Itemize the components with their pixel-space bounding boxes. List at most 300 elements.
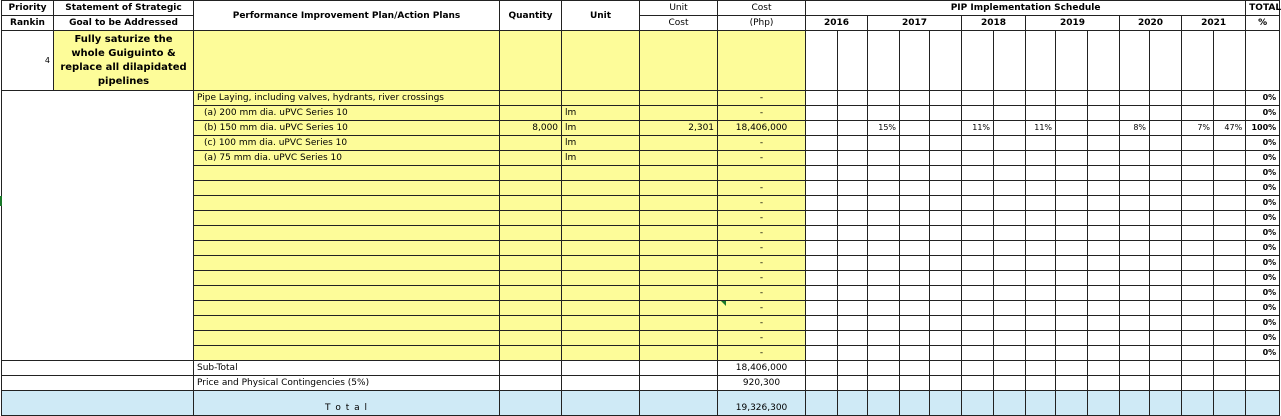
schedule-cell[interactable]	[962, 226, 994, 241]
footer-schedule-cell[interactable]	[1214, 391, 1246, 416]
schedule-cell[interactable]	[838, 211, 868, 226]
unit-cell[interactable]	[562, 181, 640, 196]
goal-sched-cell[interactable]	[868, 31, 900, 91]
footer-schedule-cell[interactable]	[1214, 361, 1246, 376]
goal-qty-cell[interactable]	[500, 31, 562, 91]
footer-schedule-cell[interactable]	[1182, 376, 1214, 391]
schedule-cell[interactable]	[1150, 151, 1182, 166]
total-percent-cell[interactable]: 0%	[1246, 91, 1280, 106]
schedule-cell[interactable]	[1056, 346, 1088, 361]
schedule-cell[interactable]	[806, 151, 838, 166]
schedule-cell[interactable]	[838, 346, 868, 361]
schedule-cell[interactable]	[1214, 241, 1246, 256]
schedule-cell[interactable]	[1150, 211, 1182, 226]
schedule-cell[interactable]	[1056, 301, 1088, 316]
schedule-cell[interactable]	[962, 256, 994, 271]
schedule-cell[interactable]	[1120, 286, 1150, 301]
schedule-cell[interactable]	[994, 301, 1026, 316]
schedule-cell[interactable]	[994, 271, 1026, 286]
schedule-cell[interactable]	[1182, 271, 1214, 286]
schedule-cell[interactable]	[900, 151, 930, 166]
total-percent-cell[interactable]: 0%	[1246, 166, 1280, 181]
schedule-cell[interactable]	[1056, 271, 1088, 286]
schedule-cell[interactable]	[1026, 91, 1056, 106]
unit-cell[interactable]	[562, 331, 640, 346]
schedule-cell[interactable]	[868, 301, 900, 316]
schedule-cell[interactable]	[900, 331, 930, 346]
header-priority-2[interactable]: Rankin	[2, 16, 54, 31]
schedule-cell[interactable]	[900, 166, 930, 181]
goal-sched-cell[interactable]	[838, 31, 868, 91]
cost-cell[interactable]: -	[718, 316, 806, 331]
schedule-cell[interactable]	[806, 181, 838, 196]
footer-schedule-cell[interactable]	[1088, 376, 1120, 391]
total-percent-cell[interactable]: 0%	[1246, 181, 1280, 196]
quantity-cell[interactable]	[500, 301, 562, 316]
schedule-cell[interactable]	[1150, 136, 1182, 151]
schedule-cell[interactable]	[806, 166, 838, 181]
schedule-cell[interactable]	[806, 106, 838, 121]
goal-sched-cell[interactable]	[1214, 31, 1246, 91]
footer-schedule-cell[interactable]	[1056, 376, 1088, 391]
schedule-cell[interactable]	[868, 256, 900, 271]
schedule-cell[interactable]	[1214, 136, 1246, 151]
schedule-cell[interactable]	[1088, 91, 1120, 106]
cost-cell[interactable]: -	[718, 346, 806, 361]
schedule-cell[interactable]	[930, 181, 962, 196]
schedule-cell[interactable]	[900, 346, 930, 361]
footer-schedule-cell[interactable]	[1026, 361, 1056, 376]
plan-cell[interactable]	[194, 271, 500, 286]
schedule-cell[interactable]	[1120, 106, 1150, 121]
footer-schedule-cell[interactable]	[1026, 391, 1056, 416]
footer-schedule-cell[interactable]	[994, 376, 1026, 391]
schedule-cell[interactable]	[868, 331, 900, 346]
schedule-cell[interactable]	[962, 331, 994, 346]
footer-schedule-cell[interactable]	[1150, 361, 1182, 376]
schedule-cell[interactable]	[1120, 166, 1150, 181]
total-percent-cell[interactable]: 0%	[1246, 331, 1280, 346]
unit-cost-cell[interactable]	[640, 346, 718, 361]
schedule-cell[interactable]	[900, 241, 930, 256]
goal-sched-cell[interactable]	[1056, 31, 1088, 91]
header-total-2[interactable]: %	[1246, 16, 1280, 31]
schedule-cell[interactable]	[900, 121, 930, 136]
schedule-cell[interactable]	[838, 241, 868, 256]
footer-label-cell[interactable]: Price and Physical Contingencies (5%)	[194, 376, 500, 391]
schedule-cell[interactable]	[868, 166, 900, 181]
header-schedule[interactable]: PIP Implementation Schedule	[806, 1, 1246, 16]
plan-cell[interactable]	[194, 331, 500, 346]
schedule-cell[interactable]	[1056, 196, 1088, 211]
schedule-cell[interactable]	[838, 256, 868, 271]
schedule-cell[interactable]	[930, 91, 962, 106]
unit-cell[interactable]	[562, 241, 640, 256]
footer-schedule-cell[interactable]	[1120, 391, 1150, 416]
unit-cell[interactable]	[562, 166, 640, 181]
schedule-cell[interactable]	[1056, 316, 1088, 331]
schedule-cell[interactable]	[900, 286, 930, 301]
schedule-cell[interactable]	[994, 121, 1026, 136]
total-percent-cell[interactable]: 0%	[1246, 301, 1280, 316]
schedule-cell[interactable]	[1214, 151, 1246, 166]
quantity-cell[interactable]	[500, 346, 562, 361]
schedule-cell[interactable]	[1214, 271, 1246, 286]
schedule-cell[interactable]	[1088, 271, 1120, 286]
footer-unit-cell[interactable]	[562, 376, 640, 391]
schedule-cell[interactable]	[838, 316, 868, 331]
footer-schedule-cell[interactable]	[1246, 376, 1280, 391]
schedule-cell[interactable]	[1088, 151, 1120, 166]
schedule-cell[interactable]	[1182, 346, 1214, 361]
schedule-cell[interactable]	[806, 286, 838, 301]
footer-schedule-cell[interactable]	[1120, 361, 1150, 376]
schedule-cell[interactable]	[1026, 166, 1056, 181]
unit-cost-cell[interactable]	[640, 106, 718, 121]
footer-unit-cell[interactable]	[562, 361, 640, 376]
schedule-cell[interactable]	[1088, 331, 1120, 346]
schedule-cell[interactable]	[1088, 301, 1120, 316]
schedule-cell[interactable]	[1056, 151, 1088, 166]
schedule-cell[interactable]	[1150, 316, 1182, 331]
cost-cell[interactable]: -	[718, 226, 806, 241]
schedule-cell[interactable]	[1182, 286, 1214, 301]
schedule-cell[interactable]	[1088, 286, 1120, 301]
schedule-cell[interactable]	[1026, 106, 1056, 121]
schedule-cell[interactable]	[1026, 181, 1056, 196]
schedule-cell[interactable]	[1150, 166, 1182, 181]
plan-cell[interactable]	[194, 226, 500, 241]
header-unit[interactable]: Unit	[562, 1, 640, 31]
footer-qty-cell[interactable]	[500, 376, 562, 391]
footer-cost-cell[interactable]: 920,300	[718, 376, 806, 391]
schedule-cell[interactable]	[868, 136, 900, 151]
plan-cell[interactable]: (b) 150 mm dia. uPVC Series 10	[194, 121, 500, 136]
schedule-cell[interactable]	[1120, 196, 1150, 211]
goal-sched-cell[interactable]	[900, 31, 930, 91]
schedule-cell[interactable]	[1182, 256, 1214, 271]
schedule-cell[interactable]	[1056, 241, 1088, 256]
unit-cell[interactable]	[562, 316, 640, 331]
schedule-cell[interactable]	[900, 106, 930, 121]
unit-cell[interactable]	[562, 346, 640, 361]
header-goal[interactable]: Statement of Strategic	[54, 1, 194, 16]
plan-cell[interactable]	[194, 241, 500, 256]
footer-schedule-cell[interactable]	[962, 361, 994, 376]
schedule-cell[interactable]	[1088, 211, 1120, 226]
schedule-cell[interactable]	[838, 166, 868, 181]
schedule-cell[interactable]	[994, 331, 1026, 346]
footer-schedule-cell[interactable]	[1150, 391, 1182, 416]
cost-cell[interactable]: -	[718, 301, 806, 316]
total-percent-cell[interactable]: 0%	[1246, 211, 1280, 226]
quantity-cell[interactable]	[500, 166, 562, 181]
schedule-cell[interactable]	[1150, 271, 1182, 286]
goal-total-cell[interactable]	[1246, 31, 1280, 91]
footer-cost-cell[interactable]: 19,326,300	[718, 391, 806, 416]
footer-schedule-cell[interactable]	[900, 391, 930, 416]
goal-sched-cell[interactable]	[962, 31, 994, 91]
goal-sched-cell[interactable]	[930, 31, 962, 91]
schedule-cell[interactable]	[962, 271, 994, 286]
cost-cell[interactable]: 18,406,000	[718, 121, 806, 136]
schedule-cell[interactable]	[1056, 256, 1088, 271]
footer-schedule-cell[interactable]	[1056, 361, 1088, 376]
footer-schedule-cell[interactable]	[1214, 376, 1246, 391]
unit-cost-cell[interactable]	[640, 211, 718, 226]
footer-schedule-cell[interactable]	[1246, 361, 1280, 376]
quantity-cell[interactable]	[500, 211, 562, 226]
header-year-2021[interactable]: 2021	[1182, 16, 1246, 31]
schedule-cell[interactable]	[868, 91, 900, 106]
plan-cell[interactable]	[194, 316, 500, 331]
schedule-cell[interactable]	[1150, 226, 1182, 241]
schedule-cell[interactable]	[868, 316, 900, 331]
schedule-cell[interactable]	[930, 286, 962, 301]
header-year-2019[interactable]: 2019	[1026, 16, 1120, 31]
schedule-cell[interactable]	[962, 286, 994, 301]
cost-cell[interactable]: -	[718, 331, 806, 346]
cost-cell[interactable]: -	[718, 271, 806, 286]
schedule-cell[interactable]	[1214, 226, 1246, 241]
footer-qty-cell[interactable]	[500, 361, 562, 376]
unit-cost-cell[interactable]	[640, 91, 718, 106]
footer-schedule-cell[interactable]	[962, 391, 994, 416]
schedule-cell[interactable]	[900, 211, 930, 226]
schedule-cell[interactable]	[868, 181, 900, 196]
schedule-cell[interactable]	[806, 271, 838, 286]
quantity-cell[interactable]	[500, 106, 562, 121]
schedule-cell[interactable]	[994, 136, 1026, 151]
header-goal-2[interactable]: Goal to be Addressed	[54, 16, 194, 31]
schedule-cell[interactable]	[868, 196, 900, 211]
unit-cost-cell[interactable]: 2,301	[640, 121, 718, 136]
schedule-cell[interactable]	[1120, 241, 1150, 256]
schedule-cell[interactable]	[994, 106, 1026, 121]
header-total[interactable]: TOTAL	[1246, 1, 1280, 16]
header-quantity[interactable]: Quantity	[500, 1, 562, 31]
schedule-cell[interactable]	[806, 91, 838, 106]
footer-schedule-cell[interactable]	[838, 391, 868, 416]
schedule-cell[interactable]	[838, 106, 868, 121]
schedule-cell[interactable]	[1150, 121, 1182, 136]
schedule-cell[interactable]	[1026, 331, 1056, 346]
footer-schedule-cell[interactable]	[994, 361, 1026, 376]
schedule-cell[interactable]	[1120, 346, 1150, 361]
schedule-cell[interactable]	[1056, 166, 1088, 181]
footer-schedule-cell[interactable]	[900, 376, 930, 391]
schedule-cell[interactable]	[1088, 256, 1120, 271]
goal-sched-cell[interactable]	[806, 31, 838, 91]
schedule-cell[interactable]	[962, 91, 994, 106]
header-unit-cost-2[interactable]: Cost	[640, 16, 718, 31]
goal-sched-cell[interactable]	[1026, 31, 1056, 91]
unit-cell[interactable]: lm	[562, 136, 640, 151]
cost-cell[interactable]: -	[718, 106, 806, 121]
schedule-cell[interactable]	[930, 166, 962, 181]
schedule-cell[interactable]	[962, 301, 994, 316]
goal-unit-cell[interactable]	[562, 31, 640, 91]
schedule-cell[interactable]	[1026, 241, 1056, 256]
schedule-cell[interactable]	[994, 196, 1026, 211]
goal-plan-cell[interactable]	[194, 31, 500, 91]
schedule-cell[interactable]	[1214, 346, 1246, 361]
schedule-cell[interactable]	[1088, 346, 1120, 361]
goal-unitcost-cell[interactable]	[640, 31, 718, 91]
quantity-cell[interactable]	[500, 181, 562, 196]
total-percent-cell[interactable]: 0%	[1246, 316, 1280, 331]
unit-cost-cell[interactable]	[640, 196, 718, 211]
footer-schedule-cell[interactable]	[1150, 376, 1182, 391]
total-percent-cell[interactable]: 100%	[1246, 121, 1280, 136]
schedule-cell[interactable]	[1026, 196, 1056, 211]
quantity-cell[interactable]	[500, 286, 562, 301]
schedule-cell[interactable]	[1088, 166, 1120, 181]
quantity-cell[interactable]	[500, 241, 562, 256]
schedule-cell[interactable]	[1026, 151, 1056, 166]
schedule-cell[interactable]	[1088, 181, 1120, 196]
schedule-cell[interactable]	[1182, 331, 1214, 346]
unit-cell[interactable]: lm	[562, 106, 640, 121]
footer-schedule-cell[interactable]	[1088, 361, 1120, 376]
unit-cost-cell[interactable]	[640, 181, 718, 196]
schedule-cell[interactable]	[1182, 226, 1214, 241]
schedule-cell[interactable]	[1056, 181, 1088, 196]
footer-cost-cell[interactable]: 18,406,000	[718, 361, 806, 376]
cost-cell[interactable]: -	[718, 196, 806, 211]
footer-schedule-cell[interactable]	[930, 361, 962, 376]
schedule-cell[interactable]	[1214, 91, 1246, 106]
schedule-cell[interactable]	[900, 91, 930, 106]
schedule-cell[interactable]	[1026, 286, 1056, 301]
schedule-cell[interactable]	[930, 331, 962, 346]
header-unit-cost[interactable]: Unit	[640, 1, 718, 16]
schedule-cell[interactable]	[900, 136, 930, 151]
schedule-cell[interactable]	[806, 136, 838, 151]
header-year-2018[interactable]: 2018	[962, 16, 1026, 31]
schedule-cell[interactable]	[868, 151, 900, 166]
footer-schedule-cell[interactable]	[1246, 391, 1280, 416]
schedule-cell[interactable]	[1182, 211, 1214, 226]
total-percent-cell[interactable]: 0%	[1246, 256, 1280, 271]
footer-unitcost-cell[interactable]	[640, 361, 718, 376]
schedule-cell[interactable]	[1214, 256, 1246, 271]
footer-qty-cell[interactable]	[500, 391, 562, 416]
schedule-cell[interactable]	[1120, 181, 1150, 196]
quantity-cell[interactable]	[500, 271, 562, 286]
schedule-cell[interactable]	[930, 256, 962, 271]
schedule-cell[interactable]	[1182, 241, 1214, 256]
schedule-cell[interactable]: 15%	[868, 121, 900, 136]
schedule-cell[interactable]	[806, 301, 838, 316]
footer-unitcost-cell[interactable]	[640, 376, 718, 391]
schedule-cell[interactable]	[868, 271, 900, 286]
schedule-cell[interactable]	[1120, 136, 1150, 151]
footer-schedule-cell[interactable]	[1026, 376, 1056, 391]
unit-cell[interactable]	[562, 211, 640, 226]
schedule-cell[interactable]	[994, 241, 1026, 256]
unit-cost-cell[interactable]	[640, 226, 718, 241]
schedule-cell[interactable]	[962, 181, 994, 196]
goal-cost-cell[interactable]	[718, 31, 806, 91]
schedule-cell[interactable]	[1056, 121, 1088, 136]
footer-schedule-cell[interactable]	[806, 391, 838, 416]
schedule-cell[interactable]	[1088, 106, 1120, 121]
plan-cell[interactable]	[194, 166, 500, 181]
schedule-cell[interactable]	[930, 241, 962, 256]
plan-cell[interactable]: (c) 100 mm dia. uPVC Series 10	[194, 136, 500, 151]
schedule-cell[interactable]	[1120, 91, 1150, 106]
goal-sched-cell[interactable]	[1150, 31, 1182, 91]
plan-cell[interactable]	[194, 256, 500, 271]
schedule-cell[interactable]	[962, 196, 994, 211]
schedule-cell[interactable]	[868, 106, 900, 121]
schedule-cell[interactable]	[1214, 106, 1246, 121]
schedule-cell[interactable]	[838, 121, 868, 136]
header-year-2020[interactable]: 2020	[1120, 16, 1182, 31]
quantity-cell[interactable]	[500, 196, 562, 211]
schedule-cell[interactable]	[930, 316, 962, 331]
schedule-cell[interactable]	[1182, 196, 1214, 211]
schedule-cell[interactable]	[962, 106, 994, 121]
unit-cost-cell[interactable]	[640, 301, 718, 316]
schedule-cell[interactable]	[900, 316, 930, 331]
schedule-cell[interactable]	[1182, 301, 1214, 316]
schedule-cell[interactable]	[1120, 271, 1150, 286]
unit-cell[interactable]	[562, 286, 640, 301]
unit-cell[interactable]	[562, 271, 640, 286]
unit-cell[interactable]	[562, 91, 640, 106]
schedule-cell[interactable]	[994, 211, 1026, 226]
schedule-cell[interactable]	[868, 211, 900, 226]
schedule-cell[interactable]	[930, 271, 962, 286]
schedule-cell[interactable]	[900, 271, 930, 286]
header-priority[interactable]: Priority	[2, 1, 54, 16]
footer-schedule-cell[interactable]	[994, 391, 1026, 416]
schedule-cell[interactable]	[1150, 106, 1182, 121]
unit-cell[interactable]	[562, 196, 640, 211]
blank-goal-cell[interactable]	[2, 91, 194, 361]
footer-schedule-cell[interactable]	[868, 361, 900, 376]
schedule-cell[interactable]	[838, 136, 868, 151]
schedule-cell[interactable]	[930, 106, 962, 121]
schedule-cell[interactable]	[1214, 166, 1246, 181]
schedule-cell[interactable]	[900, 301, 930, 316]
footer-schedule-cell[interactable]	[930, 391, 962, 416]
plan-cell[interactable]: (a) 200 mm dia. uPVC Series 10	[194, 106, 500, 121]
footer-schedule-cell[interactable]	[900, 361, 930, 376]
goal-statement[interactable]: Fully saturize the whole Guiguinto & replace all dilapidated pipelines	[54, 31, 194, 91]
schedule-cell[interactable]	[838, 151, 868, 166]
footer-blank-cell[interactable]	[2, 376, 194, 391]
quantity-cell[interactable]	[500, 91, 562, 106]
total-percent-cell[interactable]: 0%	[1246, 226, 1280, 241]
schedule-cell[interactable]	[1120, 151, 1150, 166]
unit-cost-cell[interactable]	[640, 166, 718, 181]
footer-label-cell[interactable]: T o t a l	[194, 391, 500, 416]
schedule-cell[interactable]	[806, 346, 838, 361]
plan-cell[interactable]	[194, 286, 500, 301]
goal-sched-cell[interactable]	[1182, 31, 1214, 91]
schedule-cell[interactable]	[838, 331, 868, 346]
unit-cell[interactable]	[562, 256, 640, 271]
cost-cell[interactable]	[718, 166, 806, 181]
unit-cost-cell[interactable]	[640, 331, 718, 346]
quantity-cell[interactable]	[500, 316, 562, 331]
schedule-cell[interactable]	[930, 226, 962, 241]
unit-cost-cell[interactable]	[640, 316, 718, 331]
schedule-cell[interactable]	[1026, 136, 1056, 151]
